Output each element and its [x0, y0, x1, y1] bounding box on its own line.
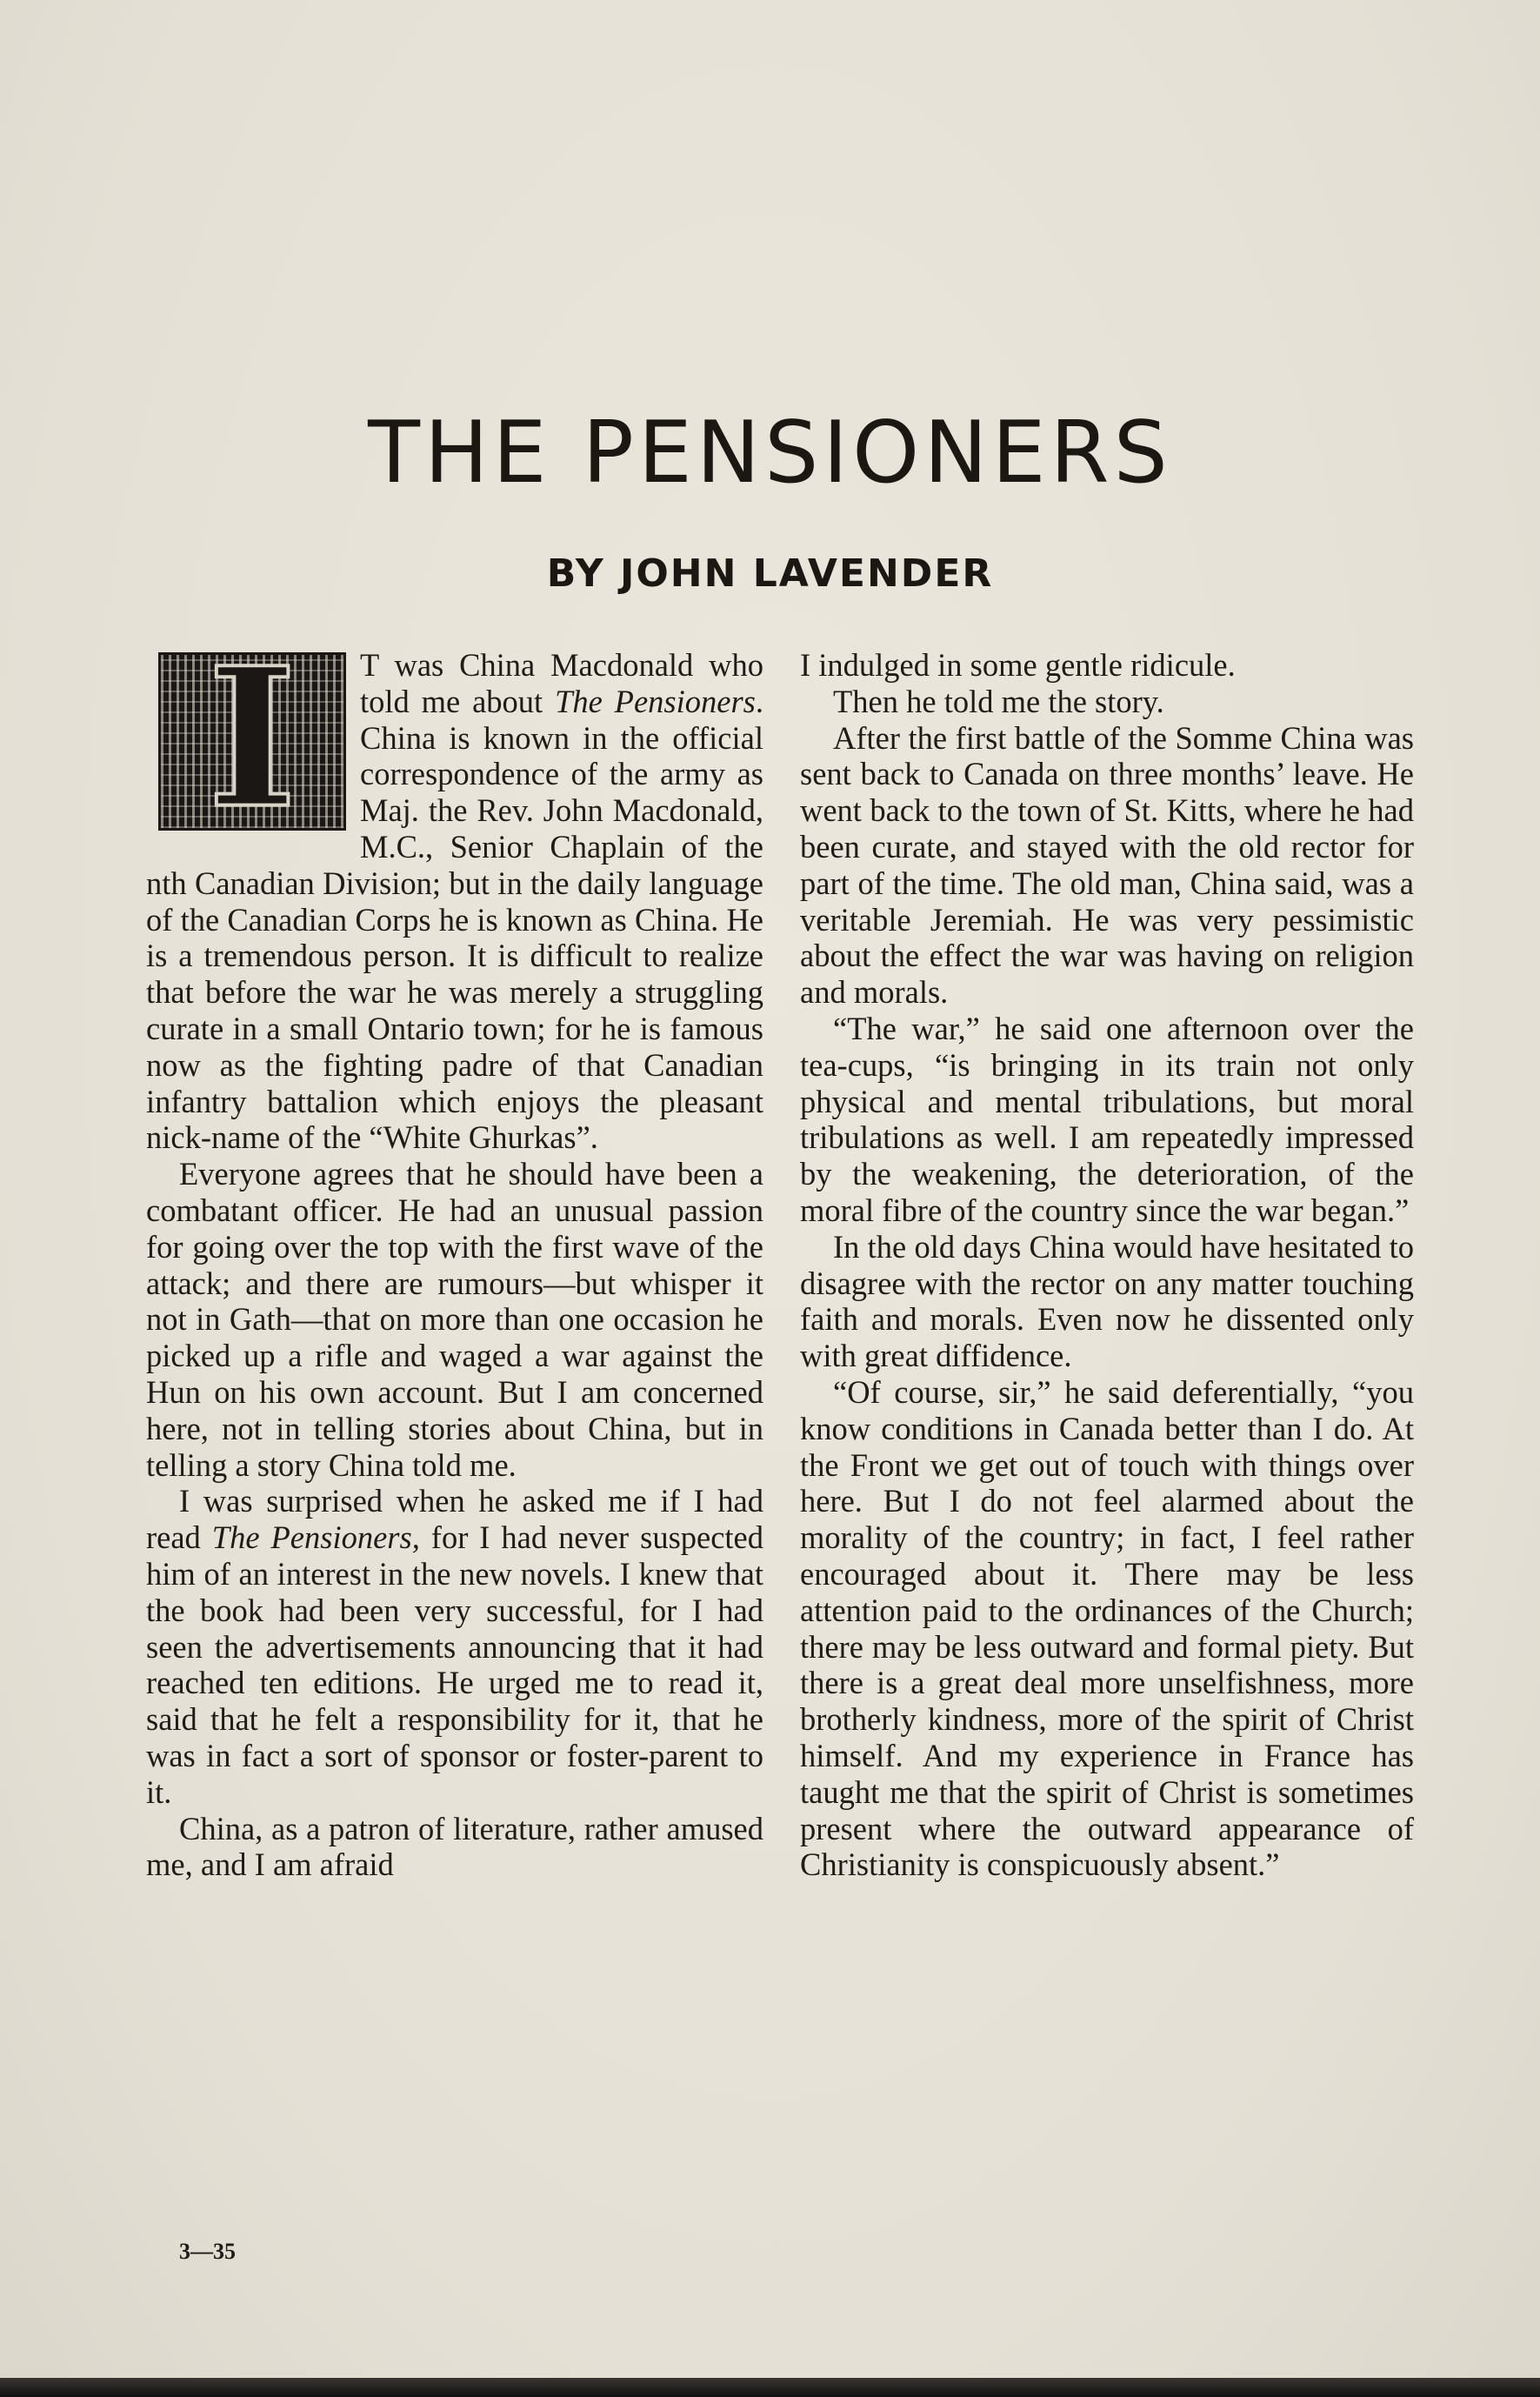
- paragraph-1-lead: T was China Macdonald who told me about: [360, 647, 763, 719]
- article-title: THE PENSIONERS: [368, 404, 1172, 503]
- dropcap-letter: I: [207, 624, 297, 851]
- ornamental-dropcap: [158, 624, 346, 851]
- book-title-italic-2: The Pensioners,: [211, 1519, 420, 1556]
- paragraph-1-rest: . China is known in the official correspondence of the army as Maj. the Rev. John Macdonald, M.C., Senior Chaplain of the nth Canadian Division; but in the daily language of the Canadian Corps he is known as China. He is a tremendous person. It is difficult to realize that before the war he was merely a struggling curate in a small Ontario town; for he is famous now as the fighting padre of that Canadian infantry battalion which enjoys the pleasant nick-name of the “White Ghurkas”.: [146, 683, 764, 1156]
- paragraph-6: After the first battle of the Somme China was sent back to Canada on three months’ leave. He went back to the town of St. Kitts, where he had been curate, and stayed with the old rector for part of the time. The old man, China said, was a veritable Jeremiah. He was very pessimistic about the effect the war was having on religion and morals.: [800, 719, 1414, 1011]
- right-column: [800, 647, 1414, 1883]
- paragraph-3-lead: I was surprised when he asked me if I had read: [146, 1483, 763, 1556]
- paragraph-3: [146, 1483, 763, 1810]
- paragraph-4: China, as a patron of literature, rather amused me, and I am afraid: [146, 1810, 763, 1883]
- paragraph-8: In the old days China would have hesitated to disagree with the rector on any matter touching faith and morals. Even now he dissented only with great diffidence.: [800, 1228, 1414, 1374]
- page-bottom-edge: [0, 2378, 1540, 2397]
- paragraph-continued: I indulged in some gentle ridicule.: [800, 647, 1236, 683]
- left-column: [146, 624, 764, 1883]
- paragraph-2: Everyone agrees that he should have been a combatant officer. He had an unusual passion for going over the top with the first wave of the attack; and there are rumours—but whisper it not in Gath—that on more than one occasion he picked up a rifle and waged a war against the Hun on his own account. But I am concerned here, not in telling stories about China, but in telling a story China told me.: [146, 1156, 763, 1483]
- paragraph-7: “The war,” he said one afternoon over the tea-cups, “is bringing in its train not only physical and mental tribulations, but moral tribulations as well. I am repeatedly impressed by the weakening, the deterioration, of the moral fibre of the country since the war began.”: [800, 1010, 1414, 1228]
- book-title-italic: The Pensioners: [555, 683, 756, 719]
- article-byline: BY JOHN LAVENDER: [546, 551, 994, 596]
- paragraph-5: Then he told me the story.: [833, 683, 1164, 719]
- paragraph-9: “Of course, sir,” he said deferentially, “you know conditions in Canada better than I do. At the Front we get out of touch with things over here. But I do not feel alarmed about the morality of the country; in fact, I feel rather encouraged about it. There may be less attention paid to the ordinances of the Church; there may be less outward and formal piety. But there is a great deal more unselfishness, more brotherly kindness, more of the spirit of Christ himself. And my experience in France has taught me that the spirit of Christ is sometimes present where the outward appearance of Christianity is conspicuously absent.”: [800, 1373, 1414, 1883]
- folio-signature: 3—35: [179, 2239, 236, 2264]
- paragraph-3-rest: for I had never suspected him of an interest in the new novels. I knew that the book had been very successful, for I had seen the advertisements announcing that it had reached ten editions. He urged me to read it, said that he felt a responsibility for it, that he was in fact a sort of sponsor or foster-parent to it.: [146, 1519, 764, 1810]
